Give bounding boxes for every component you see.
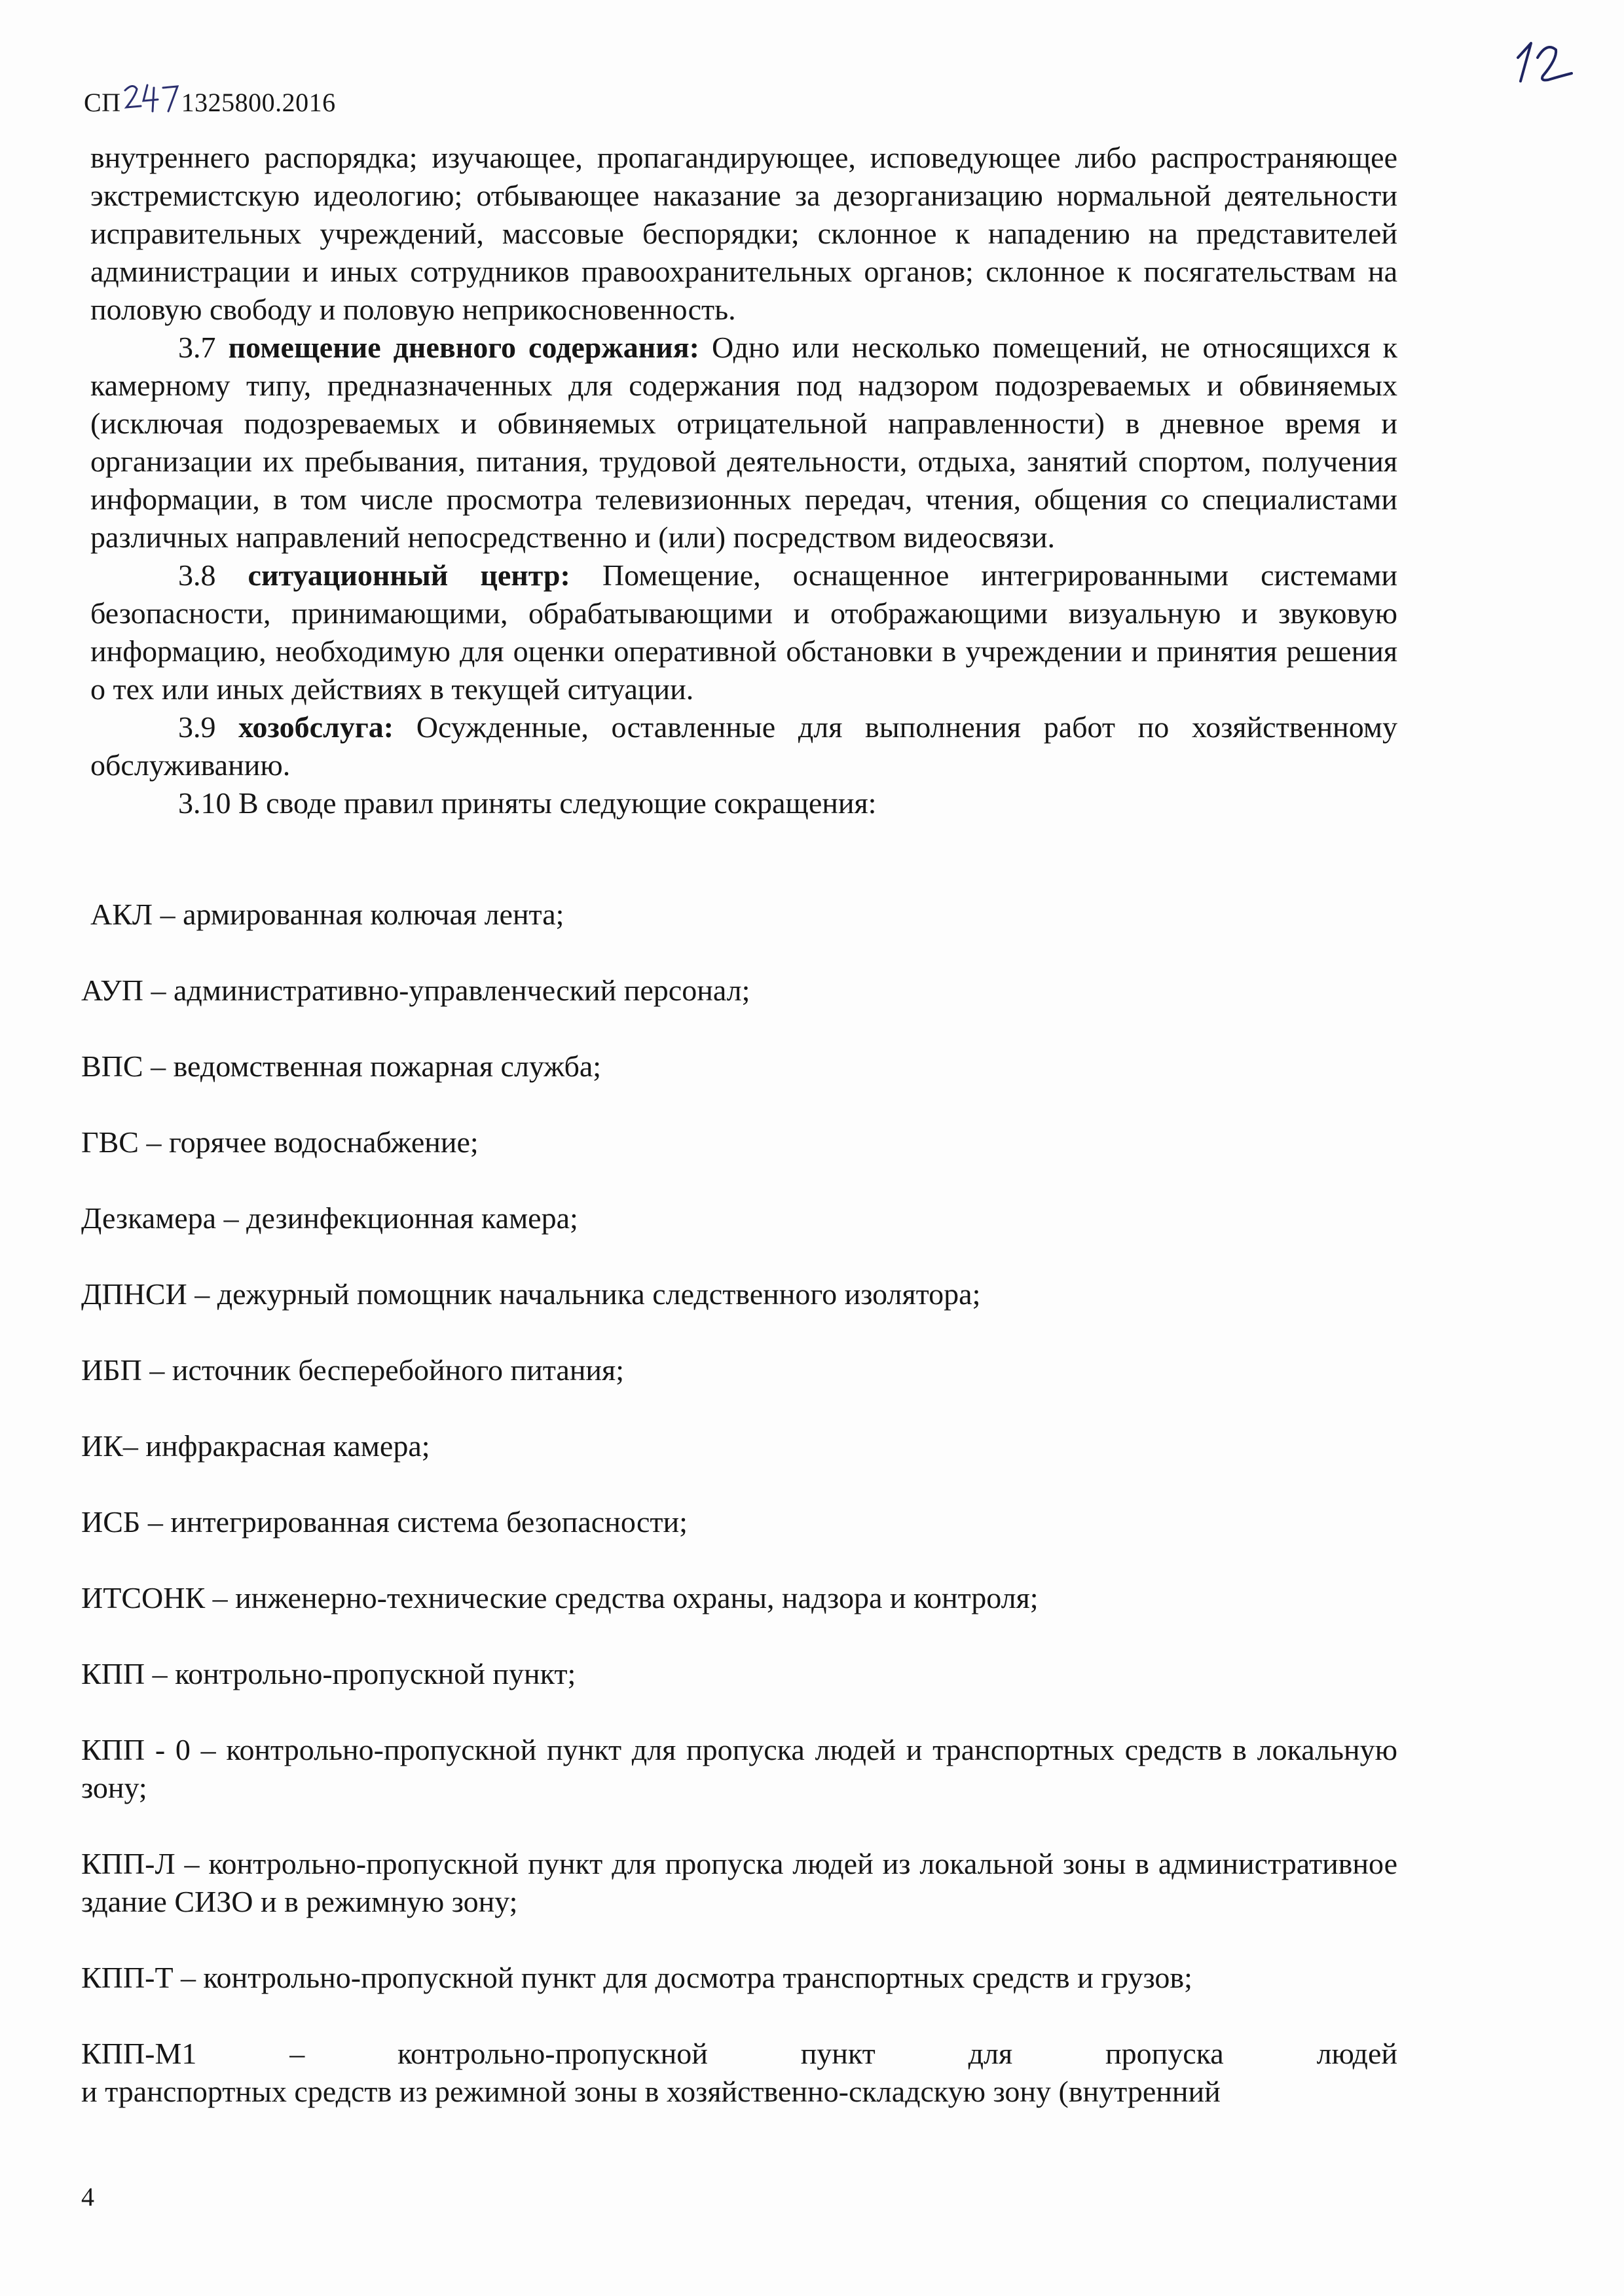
page-number: 4	[81, 2182, 94, 2212]
definition-text: Помещение, оснащенное интегрированными системами безопасности, принимающими, обрабатывающими и отображающими визуальную и звуковую информацию, необходимую для оценки оперативной обстановки в учреждении и принятия решения о тех или иных действиях в текущей ситуации.	[90, 558, 1397, 706]
code-prefix: СП	[84, 88, 121, 117]
document-code	[84, 77, 336, 118]
clause-number: 3.9	[178, 710, 216, 744]
abbreviation-item: ИТСОНК – инженерно-технические средства охраны, надзора и контроля;	[81, 1581, 1039, 1614]
term-household-service: хозобслуга:	[238, 710, 394, 744]
clause-number: 3.8	[178, 558, 216, 592]
abbreviation-item: КПП – контрольно-пропускной пункт;	[81, 1657, 576, 1690]
paragraph-3-10: 3.10 В своде правил приняты следующие сокращения:	[178, 786, 877, 820]
definition-text: Одно или несколько помещений, не относящихся к камерному типу, предназначенных для содержания под надзором подозреваемых и обвиняемых (исключая подозреваемых и обвиняемых отрицательной направленности) в дневное время и организации их пребывания, питания, трудовой деятельности, отдыха, занятий спортом, получения информации, в том числе просмотра телевизионных передач, чтения, общения со специалистами различных направлений непосредственно и (или) посредством видеосвязи.	[90, 331, 1398, 554]
paragraph-3-9	[90, 708, 1397, 784]
code-suffix: 1325800.2016	[181, 88, 336, 117]
term-daytime-room: помещение дневного содержания:	[228, 331, 699, 364]
abbreviation-item: АУП – административно-управленческий персонал;	[81, 974, 750, 1007]
abbreviation-item: ИБП – источник бесперебойного питания;	[81, 1353, 624, 1387]
term-situation-center: ситуационный центр:	[248, 558, 570, 592]
abbreviation-item: КПП-Л – контрольно-пропускной пункт для пропуска людей из локальной зоны в административное здание СИЗО и в режимную зону;	[81, 1847, 1397, 1918]
abbreviations-list	[81, 896, 1397, 2149]
paragraph-3-7	[90, 329, 1397, 556]
paragraph-3-8	[90, 556, 1397, 708]
handwritten-page-mark	[1509, 38, 1576, 86]
abbreviation-item: Дезкамера – дезинфекционная камера;	[81, 1201, 578, 1235]
abbreviation-item: ИК– инфракрасная камера;	[81, 1429, 430, 1463]
definition-text: Осужденные, оставленные для выполнения работ по хозяйственному обслуживанию.	[90, 710, 1398, 782]
abbreviation-item: ВПС – ведомственная пожарная служба;	[81, 1049, 602, 1083]
abbreviation-item: ИСБ – интегрированная система безопасности;	[81, 1505, 688, 1539]
clause-number: 3.7	[178, 331, 216, 364]
abbreviation-item: АКЛ – армированная колючая лента;	[90, 898, 564, 931]
body-text	[90, 139, 1397, 822]
handwritten-number	[121, 81, 181, 115]
abbreviation-item: КПП-Т – контрольно-пропускной пункт для досмотра транспортных средств и грузов;	[81, 1961, 1192, 1994]
abbreviation-item: ДПНСИ – дежурный помощник начальника следственного изолятора;	[81, 1277, 981, 1311]
abbreviation-item: КПП-М1 – контрольно-пропускной пункт для пропуска людей	[81, 2037, 1397, 2070]
abbreviation-item: ГВС – горячее водоснабжение;	[81, 1125, 479, 1159]
abbreviation-item-continued: и транспортных средств из режимной зоны в хозяйственно-складскую зону (внутренний	[81, 2075, 1221, 2108]
abbreviation-item: КПП - 0 – контрольно-пропускной пункт для пропуска людей и транспортных средств в локальную зону;	[81, 1733, 1397, 1804]
paragraph-continuation: внутреннего распорядка; изучающее, пропагандирующее, исповедующее либо распространяющее экстремистскую идеологию; отбывающее наказание за дезорганизацию нормальной деятельности исправительных учреждений, массовые беспорядки; склонное к нападению на представителей администрации и иных сотрудников правоохранительных органов; склонное к посягательствам на половую свободу и половую неприкосновенность.	[90, 141, 1397, 326]
